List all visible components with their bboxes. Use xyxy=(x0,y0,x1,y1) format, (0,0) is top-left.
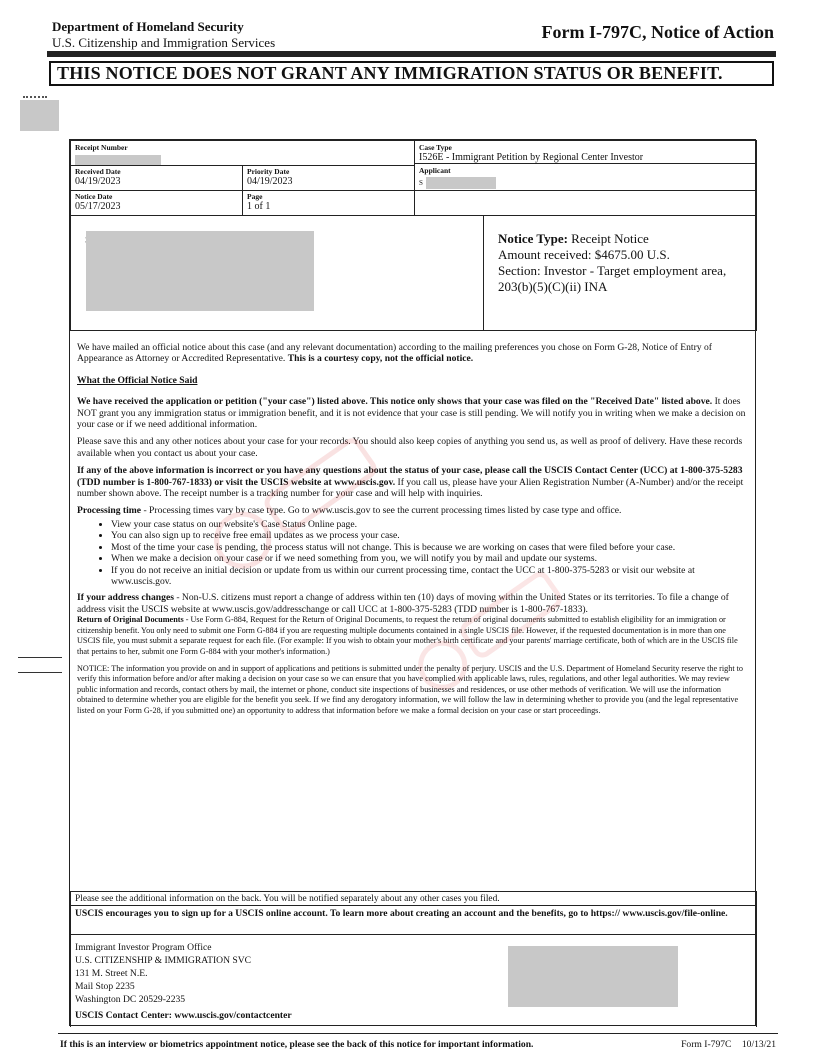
p1-bold: We have received the application or petition ("your case") listed above. This notice only shows that your case was filed on the "Received Date" listed above. xyxy=(77,396,713,408)
bullet-item: • When we make a decision on your case or if we need something from you, we will notify you by mail and update our systems. xyxy=(111,553,749,564)
receipt-number-label: Receipt Number xyxy=(75,143,128,152)
footer-date: 10/13/21 xyxy=(741,1039,776,1050)
paragraph-4 xyxy=(77,505,749,516)
receipt-number-cell xyxy=(70,140,415,166)
footer-note: If this is an interview or biometrics appointment notice, please see the back of this notice for important information. xyxy=(60,1039,534,1050)
paragraph-2: Please save this and any other notices about your case for your records. You should also keep copies of anything you send us, as well as proof of delivery. Have these records available when you contact us about your case. xyxy=(77,436,743,459)
online-account-text: USCIS encourages you to sign up for a USCIS online account. To learn more about creating an account and the benefits, go to https:// www.uscis.gov/file-online. xyxy=(75,908,728,919)
redacted-barcode xyxy=(20,100,59,131)
bullet-item: • If you do not receive an initial decision or update from us within our current processing time, contact the UCC at 1-800-375-5283 or visit our website at www.uscis.gov. xyxy=(111,565,749,588)
p5-bold: If your address changes xyxy=(77,592,174,604)
p3-bold: If any of the above information is incorrect or you have any questions about the status of your case, please call the USCIS Contact Center (UCC) at 1-800-375-5283 (TDD number is 1-800-767-1833) or visit the USCIS website at www.uscis.gov. xyxy=(77,465,743,488)
agency-name: U.S. Citizenship and Immigration Services xyxy=(52,35,276,50)
header-rule xyxy=(47,51,776,57)
bullet-item: • Most of the time your case is pending, the process status will not change. This is because we are working on cases that were filed before your case. xyxy=(111,542,749,553)
office-line: Immigrant Investor Program Office xyxy=(75,942,212,953)
section-heading-text: What the Official Notice Said xyxy=(77,374,198,386)
applicant-cell xyxy=(414,163,757,191)
intro-paragraph xyxy=(77,342,749,365)
paragraph-1 xyxy=(77,396,749,430)
notice-type-cell xyxy=(483,215,757,331)
back-note-text: Please see the additional information on the back. You will be notified separately about any other cases you filed. xyxy=(75,894,500,904)
bullet-item: • You can also sign up to receive free email updates as we process your case. xyxy=(111,530,749,541)
footer-rule xyxy=(58,1033,778,1034)
case-type-label: Case Type xyxy=(419,143,452,152)
redacted-address xyxy=(86,231,314,311)
office-address xyxy=(75,941,251,1006)
paragraph-3 xyxy=(77,465,749,499)
p5-text: - Non-U.S. citizens must report a change of address within ten (10) days of moving within the United States or its territories. To file a change of address visit the USCIS website at www.uscis.gov/addresschange or call UCC at 1-800-375-5283 (TDD number is 1-800-767-1833). xyxy=(77,592,729,615)
notice-date-cell xyxy=(70,190,243,216)
dotted-mark xyxy=(23,96,47,98)
received-date-label: Received Date xyxy=(75,167,121,176)
priority-date-value: 04/19/2023 xyxy=(247,176,293,187)
bullet-item: • View your case status on our website's Case Status Online page. xyxy=(111,519,749,530)
p3-text: If you call us, please have your Alien Registration Number (A-Number) and/or the receipt number shown above. The receipt number is a tracking number for your case and will help with inquiries. xyxy=(77,476,744,500)
paragraph-5 xyxy=(77,592,749,615)
section-heading xyxy=(77,375,749,386)
case-type-cell xyxy=(414,140,757,164)
notice-type-label: Notice Type: xyxy=(498,231,568,246)
office-line: Mail Stop 2235 xyxy=(75,981,135,992)
notice-frame xyxy=(69,139,756,1026)
footer-form-id xyxy=(681,1039,776,1050)
side-mark xyxy=(18,672,62,673)
online-account-row xyxy=(70,905,757,935)
redacted-barcode-box xyxy=(508,946,678,1007)
office-line: 131 M. Street N.E. xyxy=(75,968,148,979)
p1-text: It does NOT grant you any immigration status or immigration benefit, and it is not evidence that your case is still pending. We will notify you in writing when we make a decision on your case or if we need additional information. xyxy=(77,396,746,431)
page-label: Page xyxy=(247,192,263,201)
priority-date-cell xyxy=(242,165,415,191)
redacted-applicant-name xyxy=(426,177,496,189)
side-mark xyxy=(18,657,62,658)
notice-body xyxy=(77,342,749,722)
page-value: 1 of 1 xyxy=(247,201,271,212)
notice-date-label: Notice Date xyxy=(75,192,113,201)
priority-date-label: Priority Date xyxy=(247,167,290,176)
back-note-row xyxy=(70,891,757,906)
notice-type-value: Receipt Notice xyxy=(571,231,649,246)
notice-date-value: 05/17/2023 xyxy=(75,201,121,212)
form-title: Form I-797C, Notice of Action xyxy=(541,22,774,42)
received-date-value: 04/19/2023 xyxy=(75,176,121,187)
agency-header xyxy=(52,19,275,51)
office-address-row xyxy=(70,934,757,1027)
contact-center-line xyxy=(75,1010,292,1021)
paragraph-6 xyxy=(77,615,749,657)
case-type-value: I526E - Immigrant Petition by Regional Center Investor xyxy=(419,152,644,163)
address-cell xyxy=(70,215,484,331)
intro-text: We have mailed an official notice about this case (and any relevant documentation) according to the mailing preferences you chose on Form G-28, Notice of Entry of Appearance as Attorney or Accredited Representative. xyxy=(77,342,712,365)
contact-center-text: USCIS Contact Center: www.uscis.gov/contactcenter xyxy=(75,1010,292,1021)
office-line: Washington DC 20529-2235 xyxy=(75,994,186,1005)
footer-form: Form I-797C xyxy=(681,1039,732,1050)
applicant-initial: S xyxy=(419,179,423,187)
page-cell xyxy=(242,190,415,216)
p4-text: - Processing times vary by case type. Go to www.uscis.gov to see the current processing times listed by case type and office. xyxy=(143,505,622,517)
paragraph-7: NOTICE: The information you provide on and in support of applications and petitions is submitted under the penalty of perjury. USCIS and the U.S. Department of Homeland Security reserve the right to verify this information before and/or after making a decision on your case so we can ensure that you have complied with applicable laws, rules, regulations, and other legal authorities. We may review public information and records, contact others by mail, the internet or phone, conduct site inspections of businesses and residences, or use other methods of verification. We will use the information obtained to determine whether you are eligible for the benefit you seek. If we find any derogatory information, we will follow the law in determining whether to provide you (and the legal representative listed on your Form G-28, if you submitted one) an opportunity to address that information before we make a formal decision on your case or start proceedings. xyxy=(77,663,744,715)
applicant-label: Applicant xyxy=(419,166,451,175)
p4-bold: Processing time xyxy=(77,505,142,517)
received-date-cell xyxy=(70,165,243,191)
section-line-2: 203(b)(5)(C)(ii) INA xyxy=(498,279,608,294)
status-banner: THIS NOTICE DOES NOT GRANT ANY IMMIGRATION STATUS OR BENEFIT. xyxy=(49,61,774,86)
department-name: Department of Homeland Security xyxy=(52,19,244,34)
office-line: U.S. CITIZENSHIP & IMMIGRATION SVC xyxy=(75,955,252,966)
intro-bold: This is a courtesy copy, not the official notice. xyxy=(287,353,474,365)
p6-bold: Return of Original Documents xyxy=(77,615,184,625)
p6-text: - Use Form G-884, Request for the Return of Original Documents, to request the return of original documents submitted to establish eligibility for an immigration or citizenship benefit. You only need to submit one Form G-884 if you are requesting multiple documents contained in a single USCIS file. However, if the requested documentation is in more than one USCIS file, you must submit a separate request for each file. (For example: If you wish to obtain your mother's birth certificate and your parents' marriage certificate, both of which are in the USCIS file that pertains to her, submit one Form G-884 with your mother's information.) xyxy=(77,615,738,656)
status-bullets xyxy=(77,519,749,587)
amount-received: Amount received: $4675.00 U.S. xyxy=(498,247,670,262)
blank-cell xyxy=(414,190,757,216)
section-line-1: Section: Investor - Target employment area, xyxy=(498,263,727,278)
